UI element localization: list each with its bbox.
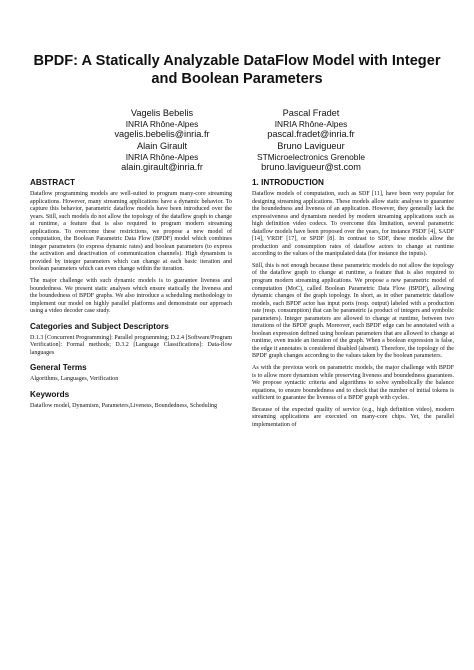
author-affiliation: INRIA Rhône-Alpes xyxy=(274,119,348,129)
section-heading: General Terms xyxy=(30,363,87,373)
author-name: Alain Girault xyxy=(136,141,188,151)
author-block xyxy=(87,141,237,173)
paragraph: Algorithms, Languages, Verification xyxy=(30,376,119,383)
paragraph: Still, this is not enough because these parametric models do not allow the topology of the dataflow graph to change at runtime, a feature that is also required to program modern streaming applications. We propose a new parametric model of computation (MoC), called Boolean Parametric Data Flow (BPDF), allowing dynamic changes of the graph topology. In short, as in other parametric dataflow models, each BPDF actor has input ports (resp. output) labeled with a production rate (resp. consumption) that can be parametric (a product of integers and symbolic parameters). Integer parameters are allowed to change at runtime, between two iterations of the BPDF graph. Moreover, each BPDF edge can be annotated with a boolean expression defined using boolean parameters that are allowed to change at runtime, even inside an iteration of the graph. When a boolean expression is false, the edge it annotates is considered disabled (absent). Therefore, the topology of the BPDF graph changes according to the values taken by the boolean parameters. xyxy=(252,262,454,360)
author-email: alain.girault@inria.fr xyxy=(121,162,203,173)
paragraph: As with the previous work on parametric models, the major challenge with BPDF is to allow more dynamism while preserving liveness and boundedness guarantees. We propose syntactic criteria and algorithms to solve symbolically the balance equations, to ensure boundedness and to check that the number of initial tokens is sufficient to guarantee the liveness of a BPDF graph with cycles. xyxy=(252,365,454,402)
author-name: Pascal Fradet xyxy=(282,108,340,118)
paper-title: BPDF: A Statically Analyzable DataFlow Model with Integer and Boolean Parameters xyxy=(33,53,441,87)
right-column xyxy=(252,178,454,433)
section-heading: ABSTRACT xyxy=(30,178,76,187)
author-email: pascal.fradet@inria.fr xyxy=(267,129,355,140)
author-affiliation: INRIA Rhône-Alpes xyxy=(125,119,199,129)
author-block xyxy=(87,108,237,140)
author-email: vagelis.bebelis@inria.fr xyxy=(114,129,210,140)
author-affiliation: STMicroelectronics Grenoble xyxy=(257,152,365,162)
author-email: bruno.lavigueur@st.com xyxy=(261,162,361,173)
left-column xyxy=(30,178,232,414)
paragraph: The major challenge with such dynamic models is to guarantee liveness and boundedness. We present static analyses which ensure statically the liveness and the boundedness of BPDF graphs. We also introduce a scheduling methodology to implement our model on highly parallel platforms and demonstrate our approach using a video decoder case study. xyxy=(30,278,232,315)
author-name: Vagelis Bebelis xyxy=(130,108,194,118)
paragraph: Dataflow model, Dynamism, Parameters,Liveness, Boundedness, Scheduling xyxy=(30,402,218,409)
paragraph: Dataflow models of computation, such as SDF [11], have been very popular for designing streaming applications. These models allow static analyses to guarantee the boundedness and liveness of an application. However, they generally lack the expressiveness and dynamism needed by modern streaming applications such as high definition video codecs. To overcome this limitation, several parametric dataflow models have been proposed over the years, for instance PSDF [4], SADF [14], VRDF [17], or SPDF [8]. In contrast to SDF, these models allow the production and consumption rates of dataflow actors to change at runtime according to the values of the manipulated data (for instance the inputs). xyxy=(252,191,454,258)
section-heading: 1. INTRODUCTION xyxy=(252,178,324,187)
section-heading: Keywords xyxy=(30,389,70,399)
author-name: Bruno Lavigueur xyxy=(277,141,345,151)
author-affiliation: INRIA Rhône-Alpes xyxy=(125,152,199,162)
paragraph: Because of the expected quality of service (e.g., high definition video), modern streaming applications are executed on many-core chips. Yet, the parallel implementation of xyxy=(252,406,454,428)
paragraph: Dataflow programming models are well-suited to program many-core streaming applications. However, many streaming applications have a dynamic behavior. To capture this behavior, parametric dataflow models have been introduced over the years. Still, such models do not allow the topology of the dataflow graph to change at runtime, a feature that is also required to program modern streaming applications. To overcome these restrictions, we propose a new model of computation, the Boolean Parametric Data Flow (BPDF) model which combines integer parameters (to express dynamic rates) and boolean parameters (to express the activation and deactivation of communication channels). High dynamism is provided by integer parameters which can change at each basic iteration and boolean parameters which can even change within the iteration. xyxy=(30,191,232,273)
section-heading: Categories and Subject Descriptors xyxy=(30,321,169,331)
author-block xyxy=(236,141,386,173)
paragraph: D.1.3 [Concurrent Programming]: Parallel programming; D.2.4 [Software/Program Verification]: Formal methods; D.3.2 [Language Classifications]: Data-flow languages xyxy=(30,334,232,356)
author-block xyxy=(236,108,386,140)
